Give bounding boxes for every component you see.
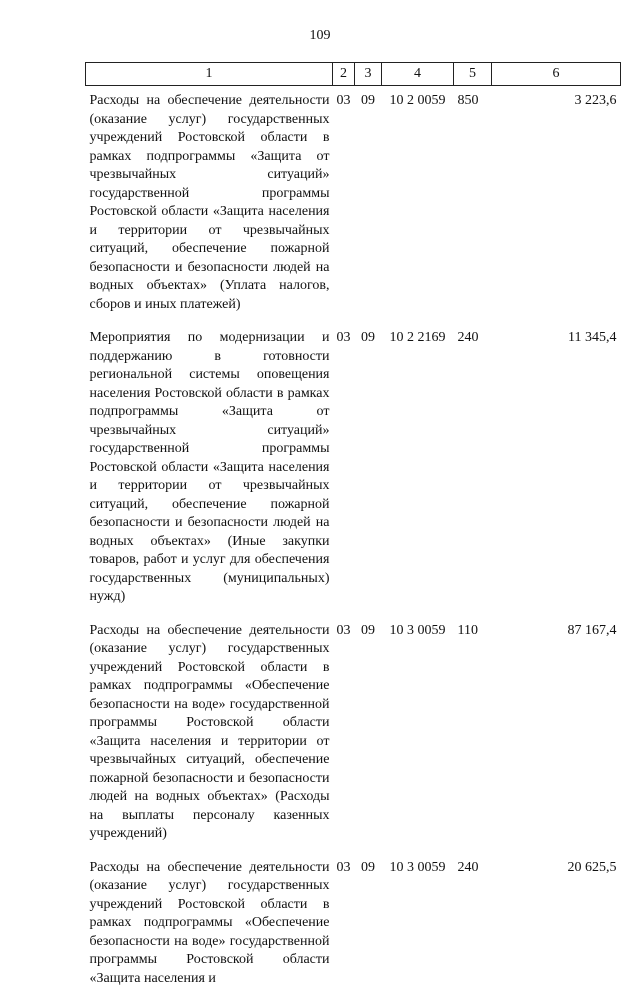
table-row bbox=[86, 86, 621, 324]
page-number: 109 bbox=[0, 28, 640, 44]
row-section-code: 03 bbox=[333, 616, 355, 853]
row-amount: 20 625,5 bbox=[492, 853, 621, 997]
row-target-article: 10 3 0059 bbox=[382, 616, 454, 853]
row-section-code: 03 bbox=[333, 323, 355, 616]
row-amount: 11 345,4 bbox=[492, 323, 621, 616]
table-header-row bbox=[86, 63, 621, 86]
row-target-article: 10 3 0059 bbox=[382, 853, 454, 997]
row-subsection-code: 09 bbox=[355, 323, 382, 616]
row-subsection-code: 09 bbox=[355, 86, 382, 324]
budget-table bbox=[85, 62, 621, 997]
header-col-5: 5 bbox=[454, 63, 492, 86]
row-description: Мероприятия по модернизации и поддержанию в готовности региональной системы оповещения населения Ростовской области в рамках подпрограммы «Защита от чрезвычайных ситуаций» государственной программы Ростовской области «Защита населения и территории от чрезвычайных ситуаций, обеспечение пожарной безопасности и безопасности людей на водных объектах» (Иные закупки товаров, работ и услуг для обеспечения государственных (муниципальных) нужд) bbox=[86, 323, 333, 616]
row-target-article: 10 2 2169 bbox=[382, 323, 454, 616]
header-col-4: 4 bbox=[382, 63, 454, 86]
header-col-2: 2 bbox=[333, 63, 355, 86]
row-subsection-code: 09 bbox=[355, 853, 382, 997]
table-row bbox=[86, 323, 621, 616]
row-description: Расходы на обеспечение деятельности (оказание услуг) государственных учреждений Ростовской области в рамках подпрограммы «Обеспечение безопасности на воде» государственной программы Ростовской области «Защита населения и bbox=[86, 853, 333, 997]
row-expense-type: 850 bbox=[454, 86, 492, 324]
row-expense-type: 110 bbox=[454, 616, 492, 853]
row-expense-type: 240 bbox=[454, 853, 492, 997]
row-section-code: 03 bbox=[333, 86, 355, 324]
row-amount: 3 223,6 bbox=[492, 86, 621, 324]
row-section-code: 03 bbox=[333, 853, 355, 997]
header-col-3: 3 bbox=[355, 63, 382, 86]
header-col-1: 1 bbox=[86, 63, 333, 86]
header-col-6: 6 bbox=[492, 63, 621, 86]
row-description: Расходы на обеспечение деятельности (оказание услуг) государственных учреждений Ростовской области в рамках подпрограммы «Обеспечение безопасности на воде» государственной программы Ростовской области «Защита населения и территории от чрезвычайных ситуаций, обеспечение пожарной безопасности и безопасности людей на водных объектах» (Расходы на выплаты персоналу казенных учреждений) bbox=[86, 616, 333, 853]
row-amount: 87 167,4 bbox=[492, 616, 621, 853]
row-description: Расходы на обеспечение деятельности (оказание услуг) государственных учреждений Ростовской области в рамках подпрограммы «Защита от чрезвычайных ситуаций» государственной программы Ростовской области «Защита населения и территории от чрезвычайных ситуаций, обеспечение пожарной безопасности и безопасности людей на водных объектах» (Уплата налогов, сборов и иных платежей) bbox=[86, 86, 333, 324]
row-target-article: 10 2 0059 bbox=[382, 86, 454, 324]
table-row bbox=[86, 616, 621, 853]
row-subsection-code: 09 bbox=[355, 616, 382, 853]
row-expense-type: 240 bbox=[454, 323, 492, 616]
table-row bbox=[86, 853, 621, 997]
